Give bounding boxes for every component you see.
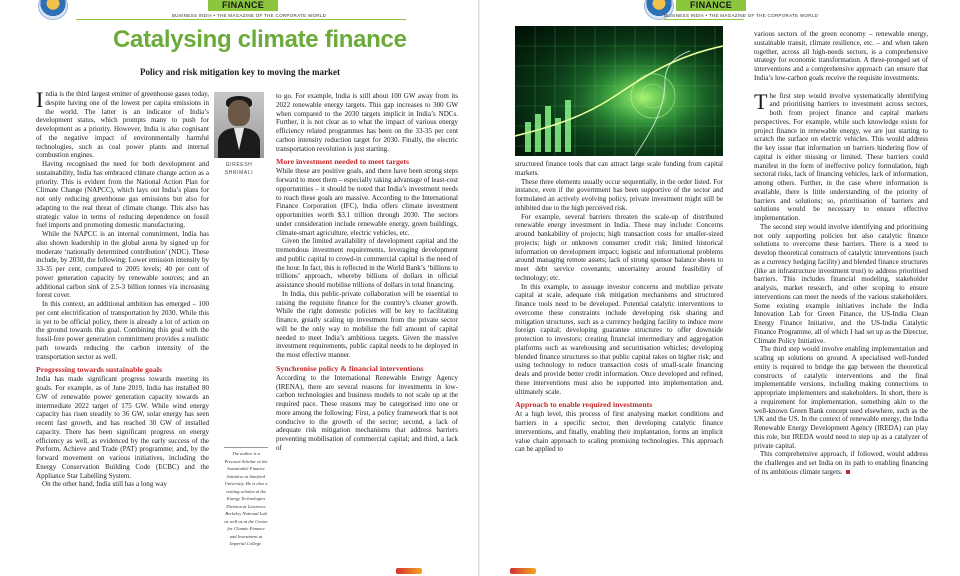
paragraph: While these are positive goals, and there have been strong steps forward to meet them – especially taking advantage of least-cost opportunities – it should be noted that India’s investment needs to reach these goals are massive. According to the International Finance Corporation (IFC), India offers climate investment opportunities worth $3.1 trillion through 2030. The sectors under consideration include renewable energy, green buildings, climate-smart agriculture, electric vehicles, etc. <box>276 167 458 237</box>
paragraph: structured finance tools that can attract large scale funding from capital markets. <box>515 160 723 177</box>
graphic-svg <box>515 26 723 156</box>
subheading: More investment needed to meet targets <box>276 157 410 167</box>
deck: Policy and risk mitigation key to moving the market <box>140 67 340 77</box>
author-bio: The author is a Precourt Scholar at the Sustainable Finance Initiative at Stanford University. He is also a visiting scholar at the Energy Technologies Division at Lawrence Berkeley National Lab as well as at the Center for Climate Finance and Investment at Imperial College. <box>224 451 268 546</box>
paragraph: This comprehensive approach, if followed, would address the challenges and set India on its path to enabling financing of its ambitious climate targets. <box>754 450 928 476</box>
end-mark <box>846 470 850 474</box>
paragraph: On the other hand, India still has a long way <box>42 480 167 489</box>
author-name: GIREESH SHRIMALI <box>224 162 254 176</box>
paragraph: Having recognised the need for both development and sustainability, India has embraced climate change action as a priority. This is evident from the National Action Plan for Climate Change (NAPCC), which lays out India’s plans for not only reducing greenhouse gas emissions but also for adapting to the real threat of climate change. This also has strategic value in terms of reducing dependence on fossil fuel imports and promoting domestic manufacturing. <box>36 160 209 230</box>
paragraph: At a high level, this process of first analysing market conditions and barriers in a specific sector, then developing catalytic finance interventions, and finally, enabling their implantation, forms an implicit value chain approach to scaling promising technologies. This approach can be applied to <box>515 410 723 454</box>
digital-growth-graphic <box>515 26 723 156</box>
left-column-2 <box>276 92 458 576</box>
subheading: Synchronise policy & financial interventions <box>276 363 424 373</box>
masthead: BUSINESS INDIA • THE MAGAZINE OF THE CORPORATE WORLD <box>664 13 819 18</box>
publication-logo-icon <box>38 0 68 20</box>
right-column-1 <box>515 160 723 576</box>
masthead: BUSINESS INDIA • THE MAGAZINE OF THE CORPORATE WORLD <box>172 13 327 18</box>
subheading: Approach to enable required investments <box>515 400 653 410</box>
right-column-2 <box>754 30 928 576</box>
left-column-1 <box>36 90 209 576</box>
footer-mark <box>396 568 422 574</box>
paragraph: to go. For example, India is still about 100 GW away from its 2022 renewable energy targets. This gap increases to 300 GW when compared to the 2030 targets implicit in India’s NDCs. Further, it is not clear as to what the impact of various energy efficiency related programmes has been on the 33-35 per cent carbon intensity reduction target for 2030. Finally, the electric transportation revolution is just starting. <box>276 92 458 153</box>
paragraph: These three elements usually occur sequentially, in the order listed. For instance, even if the government has been supportive of the sector and formulated an actively evolving policy, private investment might still be inhibited due to the high perceived risk. <box>515 177 723 212</box>
paragraph: In India, this public-private collaboration will be essential to raising the requisite finance for the country’s cleaner growth. While the right domestic policies will be key to facilitating finance, greatly scaling up investment from the private sector will be the only way to mobilise the full amount of capital needed to meet India’s ambitious targets. Given the massive investment requirements, public capital needs to be deployed in the most effective manner. <box>276 289 458 359</box>
masthead-rule <box>76 19 406 20</box>
dropcap: T <box>754 88 768 114</box>
paragraph: India has made significant progress towards meeting its goals. For example, as of June 2019, India has installed 80 GW of renewable power generation capacity towards an intermediate 2022 target of 175 GW. While wind energy capacity has risen steadily to 36 GW, solar energy has seen recent fast growth, and has reached 30 GW of installed capacity. There has been significant progress on energy efficiency as well, as evidenced by the early success of the Perform, Achieve and Trade (PAT) programme; and, by the forward movement on various initiatives, including the Energy Conservation Building Code (ECBC) and the Appliance Star Labelling System. <box>36 375 209 480</box>
section-tab: FINANCE <box>208 0 278 11</box>
right-page <box>480 0 960 576</box>
bio-rule <box>224 447 268 448</box>
paragraph: The second step would involve identifying and prioritising not only supporting policies but also catalytic finance solutions to overcome these barriers. There is a need to develop theoretical constructs of catalytic interventions (such as a currency hedging facility) and blended finance structures (like an infrastructure investment trust) to address prioritised barriers. This includes financial modeling, stakeholder analysis, market research, and other scoping to ensure interventions can meet the needs of the various stakeholders. Some existing example initiatives include the India Innovation Lab for Green Finance, the US-India Clean Energy Finance Initiative, and the US-India Catalytic Finance Programme, all of which I had set up as the Director, Climate Policy Initiative. <box>754 222 928 345</box>
paragraph: According to the International Renewable Energy Agency (IRENA), there are several reasons for investments in low-carbon technologies and business models to not scale up at the required pace. These reasons may be categorised into one or more among the following: First, a policy framework that is not conducive to the growth of the sector; second, a lack of adequate risk mitigation mechanisms that address barriers preventing mobilisation of commercial capital; and third, a lack of <box>276 373 458 452</box>
masthead-rule <box>664 19 744 20</box>
author-portrait <box>214 92 264 158</box>
dropcap: I <box>36 90 44 112</box>
paragraph: In this context, an additional ambition has emerged – 100 per cent electrification of transportation by 2030. While this is yet to be official policy, there is already a lot of action on the ground towards this goal. Combining this goal with the fossil-free power generation commitment provides a realistic path towards reducing the carbon intensity of the transportation sector as well. <box>36 300 209 361</box>
headline: Catalysing climate finance <box>113 26 407 53</box>
paragraph: various sectors of the green economy – renewable energy, sustainable transit, climate resilience, etc. – and when taken together, across all high-needs sectors, is a comprehensive strategy for economic transformation. A three-pronged set of interventions and a comprehensive approach can ensure that India’s low-carbon goals receive the requisite investments. <box>754 30 928 82</box>
paragraph: In this example, to assuage investor concerns and mobilize private capital at scale, adequate risk mitigation mechanisms and structured finance tools need to be developed. Potential catalytic interventions to overcome these constraints include developing risk sharing and mitigation structures, such as a currency hedging facility to induce more foreign capital; developing guarantee structures to offer downside protection to investors; creating financial intermediary and aggregation platforms such as warehousing and securitisation vehicles; developing blended finance structures so that public capital takes on higher risk; and using technology to reduce transaction costs of small-scale financing deals and provide better credit information. Once developed and refined, these interventions must also be supported into implementation and, ultimately scale. <box>515 282 723 396</box>
paragraph: The first step would involve systematically identifying and prioritising barriers to investment across sectors, both from project finance and capital markets perspectives. For example, while such knowledge exists for project finance in renewable energy, we are just starting to scratch the surface on electric vehicles. This would address the key issue that information on barriers hindering flow of capital is either missing or limited. These barriers could manifest in the form of ineffective policy formulation, high sectoral risks, lack of financing vehicles, lack of information, among others. Further, in the case where information is available, there is little understanding of the priority of barriers and solutions; so, prioritisation of barriers and solutions would be necessary to ensure effective implementation. <box>754 88 928 222</box>
footer-mark <box>510 568 536 574</box>
section-tab: FINANCE <box>676 0 746 11</box>
paragraph: While the NAPCC is an internal commitment, India has also shown leadership in the global arena by signed up for moderate ‘nationally determined contribution’ (NDC). These include, by 2030, the following: Lower emission intensity by 33-35 per cent, compared to 2005 levels; 40 per cent of power generation capacity by renewable sources; and an additional carbon sink of 2.5-3 billion tonnes via increasing forest cover. <box>36 230 209 300</box>
paragraph: The third step would involve enabling implementation and scaling up solutions on ground. A specialised well-funded entity is required to bridge the gap between the theoretical constructs of catalytic interventions and the final implementable versions, including making connections to appropriate implementers and stakeholders. In short, there is a requirement for implementation, something akin to the well-known Green Bank concept used elsewhere, such as the UK and the US. In the context of renewable energy, the India Renewable Energy Development Agency (IREDA) can play this role, but IREDA would need to step up as a catalyzer of private capital. <box>754 345 928 450</box>
paragraph: For example, several barriers threaten the scale-up of distributed renewable energy investment in India. These may include: Concerns around bankability of projects; high transaction costs for smaller-sized projects; high or unknown consumer credit risk; limited historical information on development impact; logistic and informational problems around managing remote assets; lack of strong sponsor balance sheets to meet debt service covenants; uncertainty around feasibility of technology; etc. <box>515 212 723 282</box>
paragraph: India is the third largest emitter of greenhouse gases today, despite having one of the lowest per capita emissions in the world. The latter is an indicator of India’s development status, which prompts many to push for development as a priority. However, India is also cognisant of the negative impact of environmentally harmful technologies, such as coal power plants and internal combustion engines. <box>36 90 209 160</box>
paragraph: Given the limited availability of development capital and the tremendous investment requirements, leveraging development and public capital to crowd-in commercial capital is the need of the hour. In fact, this is reflected in the World Bank’s ‘billions to trillions’ approach, whereby billions of dollars in official assistance should mobilise trillions of dollars in total financing. <box>276 237 458 289</box>
subheading: Progressing towards sustainable goals <box>36 365 162 375</box>
